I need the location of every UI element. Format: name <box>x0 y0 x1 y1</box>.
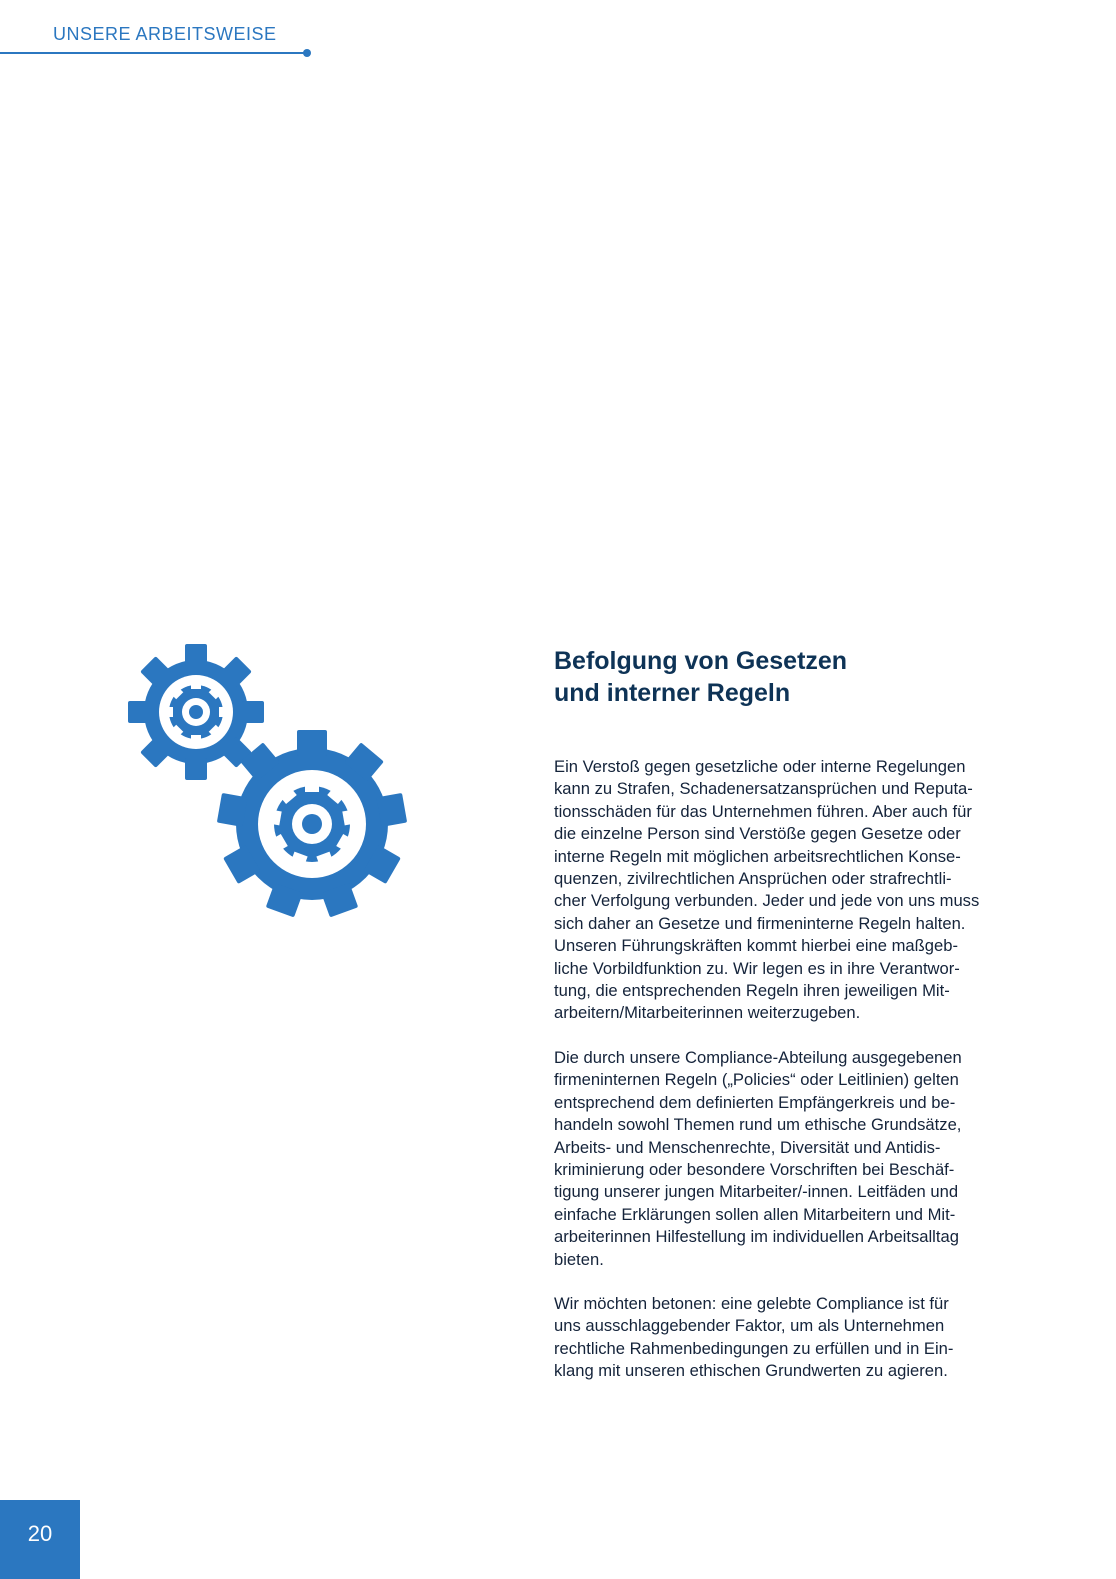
text-line: cher Verfolgung verbunden. Jeder und jede von uns muss <box>554 891 980 911</box>
text-line: die einzelne Person sind Verstöße gegen Gesetze oder <box>554 824 961 844</box>
text-line: arbeitern/Mitarbeiterinnen weiterzugeben. <box>554 1003 861 1023</box>
paragraph-emphasis <box>554 1293 1034 1383</box>
text-line: tionsschäden für das Unternehmen führen. Aber auch für <box>554 801 972 821</box>
text-line: kriminierung oder besondere Vorschriften bei Beschäf- <box>554 1159 955 1179</box>
heading-line: Befolgung von Gesetzen <box>554 647 848 675</box>
main-content <box>554 645 1034 1383</box>
text-line: rechtliche Rahmenbedingungen zu erfüllen und in Ein- <box>554 1338 954 1358</box>
text-line: entsprechend dem definierten Empfängerkreis und be- <box>554 1092 956 1112</box>
text-line: interne Regeln mit möglichen arbeitsrechtlichen Konse- <box>554 846 961 866</box>
text-line: Arbeits- und Menschenrechte, Diversität und Antidis- <box>554 1137 941 1157</box>
page-heading <box>554 645 1034 709</box>
text-line: arbeiterinnen Hilfestellung im individuellen Arbeitsalltag <box>554 1227 959 1247</box>
text-line: bieten. <box>554 1249 604 1269</box>
text-line: sich daher an Gesetze und firmeninterne Regeln halten. <box>554 913 966 933</box>
text-line: Die durch unsere Compliance-Abteilung ausgegebenen <box>554 1047 962 1067</box>
paragraph-consequences <box>554 756 1034 1025</box>
text-line: quenzen, zivilrechtlichen Ansprüchen oder strafrechtli- <box>554 869 952 889</box>
page-number: 20 <box>27 1521 53 1546</box>
large-gear-icon <box>217 730 407 917</box>
header-rule-dot <box>303 49 311 57</box>
text-line: Wir möchten betonen: eine gelebte Compliance ist für <box>554 1293 949 1313</box>
text-line: tigung unserer jungen Mitarbeiter/-innen. Leitfäden und <box>554 1182 959 1202</box>
gears-icon <box>128 644 408 924</box>
section-title: UNSERE ARBEITSWEISE <box>53 24 277 44</box>
page-header <box>0 0 320 60</box>
text-line: tung, die entsprechenden Regeln ihren jeweiligen Mit- <box>554 981 950 1001</box>
text-line: klang mit unseren ethischen Grundwerten zu agieren. <box>554 1361 948 1381</box>
header-rule <box>0 52 307 54</box>
text-line: firmeninternen Regeln („Policies“ oder Leitlinien) gelten <box>554 1070 959 1090</box>
heading-line: und interner Regeln <box>554 679 791 707</box>
text-line: uns ausschlaggebender Faktor, um als Unternehmen <box>554 1316 945 1336</box>
text-line: Unseren Führungskräften kommt hierbei eine maßgeb- <box>554 936 958 956</box>
text-line: Ein Verstoß gegen gesetzliche oder interne Regelungen <box>554 757 966 776</box>
text-line: liche Vorbildfunktion zu. Wir legen es in ihre Verantwor- <box>554 958 960 978</box>
paragraph-policies <box>554 1047 1034 1271</box>
text-line: handeln sowohl Themen rund um ethische Grundsätze, <box>554 1115 962 1135</box>
text-line: kann zu Strafen, Schadenersatzansprüchen und Reputa- <box>554 779 973 799</box>
text-line: einfache Erklärungen sollen allen Mitarbeitern und Mit- <box>554 1204 956 1224</box>
